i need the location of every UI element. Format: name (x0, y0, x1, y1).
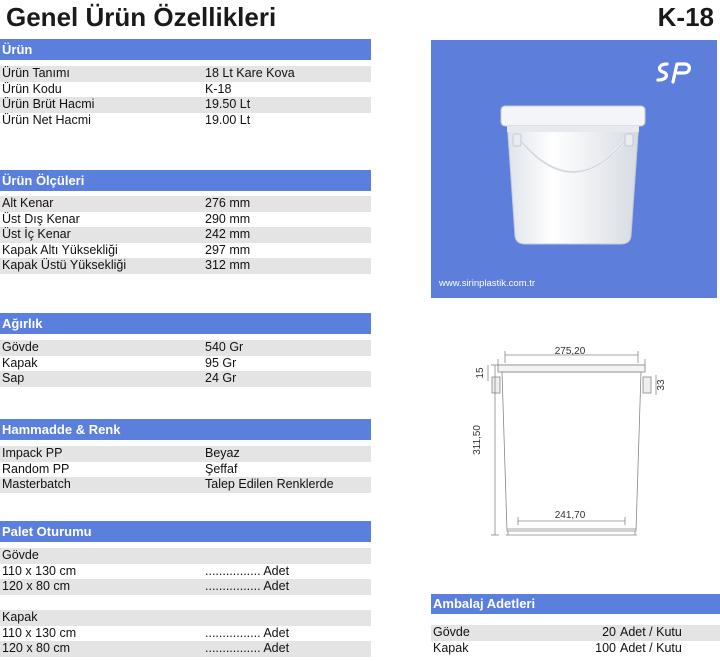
spec-value: 540 Gr (205, 340, 244, 354)
spec-value: ................ Adet (205, 563, 290, 578)
spec-value: ................ Adet (205, 641, 290, 655)
spec-row (0, 227, 371, 243)
spec-value: 95 Gr (205, 355, 237, 370)
spec-row (0, 340, 371, 356)
spec-label: Üst İç Kenar (2, 227, 71, 241)
spec-label: Kapak (2, 610, 38, 624)
spec-label: Alt Kenar (2, 196, 54, 210)
spec-value: ................ Adet (205, 625, 290, 640)
pack-unit: Adet / Kutu (620, 640, 682, 655)
spec-row (0, 82, 371, 98)
spec-label: Ürün Tanımı (2, 66, 70, 80)
spec-row (0, 462, 371, 478)
spec-row (0, 212, 371, 228)
spec-label: Impack PP (2, 446, 63, 460)
spec-label: Gövde (2, 548, 39, 562)
pack-row (431, 641, 720, 657)
spec-row (0, 579, 371, 595)
spec-label: Kapak Üstü Yüksekliği (2, 258, 127, 272)
dim-rim: 15 (475, 367, 486, 379)
spec-value: 19.50 Lt (205, 97, 251, 111)
spec-label: Gövde (2, 340, 39, 354)
spec-value: 297 mm (205, 242, 251, 257)
pack-count: 20 (602, 625, 616, 639)
spec-value: Şeffaf (205, 461, 238, 476)
spec-row (0, 477, 371, 493)
spec-label: Sap (2, 371, 25, 385)
section-header-palet: Palet Oturumu (0, 521, 371, 542)
spec-value: 290 mm (205, 211, 251, 226)
spec-row (0, 446, 371, 462)
spec-value: Talep Edilen Renklerde (205, 477, 334, 491)
spec-label: Ürün Kodu (2, 81, 62, 96)
spec-row (0, 371, 371, 387)
spec-row (0, 548, 371, 564)
spec-row (0, 243, 371, 259)
page-title: Genel Ürün Özellikleri (6, 2, 277, 32)
dim-height: 311,50 (472, 425, 483, 455)
pack-unit: Adet / Kutu (620, 625, 682, 639)
spec-row (0, 610, 371, 626)
spec-row (0, 97, 371, 113)
spec-label: 120 x 80 cm (2, 641, 71, 655)
bucket-image (431, 40, 717, 298)
spec-row (0, 196, 371, 212)
technical-drawing (470, 345, 670, 545)
spec-row (0, 258, 371, 274)
spec-label: Ürün Net Hacmi (2, 112, 91, 127)
pack-label: Kapak (433, 640, 469, 655)
product-code-heading: K-18 (657, 2, 714, 32)
section-header-olculer: Ürün Ölçüleri (0, 170, 371, 191)
spec-label: Kapak Altı Yüksekliği (2, 242, 118, 257)
section-header-urun: Ürün (0, 39, 371, 60)
spec-label: Üst Dış Kenar (2, 211, 80, 226)
spec-row (0, 356, 371, 372)
section-header-agirlik: Ağırlık (0, 313, 371, 334)
pack-row (431, 625, 720, 641)
spec-value: 24 Gr (205, 371, 237, 385)
spec-value: ................ Adet (205, 579, 290, 593)
section-header-ambalaj: Ambalaj Adetleri (431, 594, 720, 614)
spec-value: K-18 (205, 81, 232, 96)
spec-value: Beyaz (205, 446, 240, 460)
dim-bottom-width: 241,70 (554, 510, 586, 521)
section-header-hammadde: Hammadde & Renk (0, 419, 371, 440)
website-url: www.sirinplastik.com.tr (439, 278, 536, 289)
dim-top-width: 275,20 (554, 346, 586, 357)
spec-row (0, 626, 371, 642)
spec-row (0, 564, 371, 580)
spec-value: 276 mm (205, 196, 251, 210)
spec-row (0, 66, 371, 82)
spec-label: Random PP (2, 461, 70, 476)
spec-value: 312 mm (205, 258, 251, 272)
spec-row (0, 595, 371, 611)
product-photo (431, 40, 717, 298)
spec-label: 110 x 130 cm (2, 563, 77, 578)
spec-value: 19.00 Lt (205, 112, 251, 127)
spec-value: 242 mm (205, 227, 251, 241)
spec-value: 18 Lt Kare Kova (205, 66, 295, 80)
pack-count: 100 (595, 640, 616, 655)
spec-label: Masterbatch (2, 477, 71, 491)
spec-label: Ürün Brüt Hacmi (2, 97, 95, 111)
spec-label: 110 x 130 cm (2, 625, 77, 640)
spec-label: 120 x 80 cm (2, 579, 71, 593)
spec-row (0, 641, 371, 657)
spec-row (0, 113, 371, 129)
pack-label: Gövde (433, 625, 470, 639)
dim-handle: 33 (656, 379, 667, 391)
spec-label: Kapak (2, 355, 38, 370)
